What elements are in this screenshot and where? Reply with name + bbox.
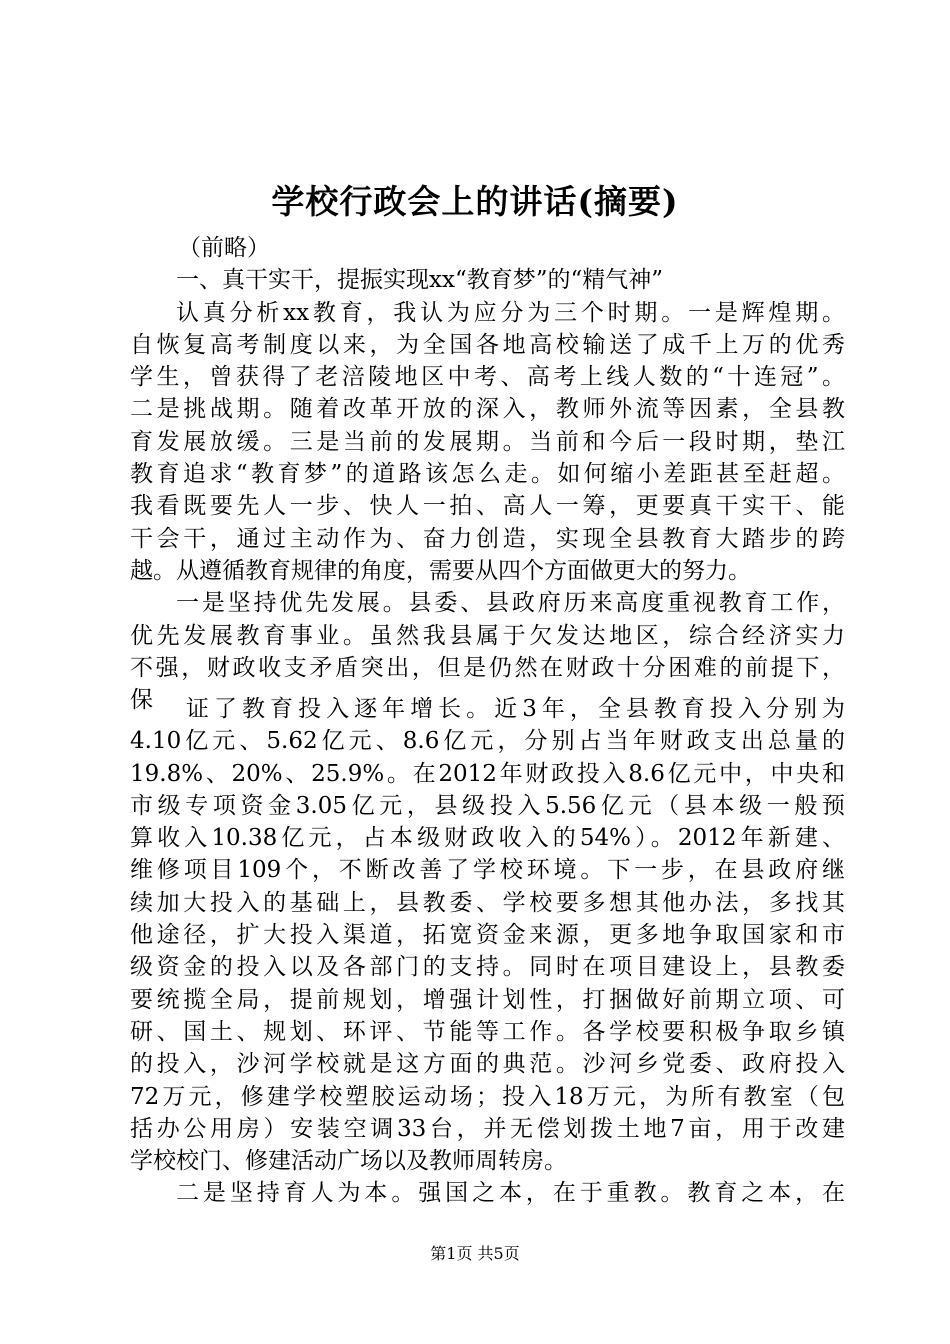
document-title: 学校行政会上的讲话(摘要)	[271, 182, 679, 221]
text-line: 证了教育投入逐年增长。近3年，全县教育投入分别为	[186, 696, 845, 722]
body-text-block-2	[130, 693, 845, 1210]
text-line: 的投入，沙河学校就是这方面的典范。沙河乡党委、政府投入	[130, 1051, 845, 1078]
body-text-block-1	[130, 232, 845, 716]
text-line: 我看既要先人一步、快人一拍、高人一筹，更要真干实干、能	[130, 493, 845, 520]
text-line: 4.10亿元、5.62亿元、8.6亿元，分别占当年财政支出总量的	[130, 728, 845, 755]
text-line: 优先发展教育事业。虽然我县属于欠发达地区，综合经济实力	[130, 622, 845, 649]
text-line: 越。从遵循教育规律的角度，需要从四个方面做更大的努力。	[130, 557, 751, 584]
text-line: 一是坚持优先发展。县委、县政府历来高度重视教育工作，	[176, 590, 845, 617]
text-line: 学校校门、修建活动广场以及教师周转房。	[130, 1148, 567, 1175]
text-line: （前略）	[178, 235, 270, 261]
text-line: 括办公用房）安装空调33台，并无偿划拨土地7亩，用于改建	[130, 1115, 845, 1142]
text-line: 保	[130, 687, 153, 714]
text-line: 育发展放缓。三是当前的发展期。当前和今后一段时期，垫江	[130, 428, 845, 455]
text-line: 一、真干实干，提振实现xx“教育梦”的“精气神”	[176, 267, 663, 294]
text-line: 他途径，扩大投入渠道，拓宽资金来源，更多地争取国家和市	[130, 922, 845, 949]
text-line: 不强，财政收支矛盾突出，但是仍然在财政十分困难的前提下，	[130, 654, 845, 681]
text-line: 教育追求“教育梦”的道路该怎么走。如何缩小差距甚至赶超。	[130, 461, 845, 488]
text-line: 二是坚持育人为本。强国之本，在于重教。教育之本，在	[176, 1180, 845, 1207]
text-line: 续加大投入的基础上，县教委、学校要多想其他办法，多找其	[130, 889, 845, 916]
text-line: 维修项目109个，不断改善了学校环境。下一步，在县政府继	[130, 857, 845, 884]
text-line: 要统揽全局，提前规划，增强计划性，打捆做好前期立项、可	[130, 986, 845, 1013]
text-line: 干会干，通过主动作为、奋力创造，实现全县教育大踏步的跨	[130, 525, 845, 552]
text-line: 认真分析xx教育，我认为应分为三个时期。一是辉煌期。	[176, 299, 845, 326]
text-line: 学生，曾获得了老涪陵地区中考、高考上线人数的“十连冠”。	[130, 364, 845, 391]
text-line: 研、国土、规划、环评、节能等工作。各学校要积极争取乡镇	[130, 1018, 845, 1045]
page-number-footer: 第1页 共5页	[430, 1244, 520, 1263]
text-line: 72万元，修建学校塑胶运动场；投入18万元，为所有教室（包	[130, 1083, 845, 1110]
text-line: 级资金的投入以及各部门的支持。同时在项目建设上，县教委	[130, 954, 845, 981]
text-line: 19.8%、20%、25.9%。在2012年财政投入8.6亿元中，中央和	[130, 760, 845, 787]
text-line: 自恢复高考制度以来，为全国各地高校输送了成千上万的优秀	[130, 331, 845, 358]
text-line: 算收入10.38亿元，占本级财政收入的54%）。2012年新建、	[130, 825, 845, 852]
text-line: 市级专项资金3.05亿元，县级投入5.56亿元（县本级一般预	[130, 792, 845, 819]
text-line: 二是挑战期。随着改革开放的深入，教师外流等因素，全县教	[130, 396, 845, 423]
